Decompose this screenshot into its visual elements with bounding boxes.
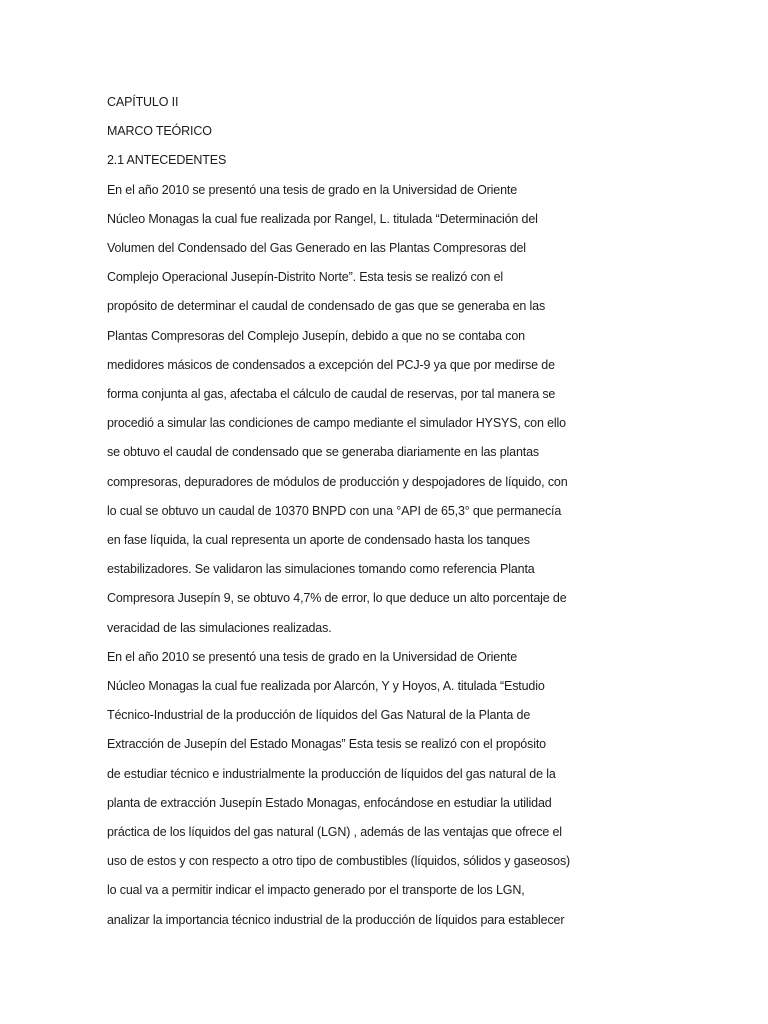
paragraph-line: Complejo Operacional Jusepín-Distrito Norte”. Esta tesis se realizó con el: [107, 270, 504, 285]
paragraph-line: planta de extracción Jusepín Estado Monagas, enfocándose en estudiar la utilidad: [107, 795, 552, 810]
paragraph-line: Núcleo Monagas la cual fue realizada por Rangel, L. titulada “Determinación del: [107, 211, 538, 226]
paragraph-line: Técnico-Industrial de la producción de líquidos del Gas Natural de la Planta de: [107, 708, 531, 723]
paragraph-line: veracidad de las simulaciones realizadas.: [107, 620, 332, 635]
paragraph-line: procedió a simular las condiciones de campo mediante el simulador HYSYS, con ello: [107, 416, 566, 431]
paragraph-line: de estudiar técnico e industrialmente la producción de líquidos del gas natural de la: [107, 766, 556, 781]
paragraph-line: analizar la importancia técnico industrial de la producción de líquidos para establecer: [107, 912, 565, 927]
paragraph-line: lo cual va a permitir indicar el impacto generado por el transporte de los LGN,: [107, 883, 525, 898]
chapter-heading: CAPÍTULO II: [107, 95, 179, 109]
paragraph-line: En el año 2010 se presentó una tesis de grado en la Universidad de Oriente: [107, 649, 518, 664]
paragraph-line: Extracción de Jusepín del Estado Monagas” Esta tesis se realizó con el propósito: [107, 737, 546, 752]
paragraph-line: Núcleo Monagas la cual fue realizada por Alarcón, Y y Hoyos, A. titulada “Estudio: [107, 679, 545, 694]
paragraph-line: estabilizadores. Se validaron las simulaciones tomando como referencia Planta: [107, 562, 535, 577]
paragraph-line: se obtuvo el caudal de condensado que se generaba diariamente en las plantas: [107, 445, 539, 460]
document-text: [107, 88, 607, 935]
paragraph-line: Compresora Jusepín 9, se obtuvo 4,7% de error, lo que deduce un alto porcentaje de: [107, 591, 567, 606]
subsection-title: 2.1 ANTECEDENTES: [107, 153, 227, 168]
paragraph-line: forma conjunta al gas, afectaba el cálculo de caudal de reservas, por tal manera se: [107, 387, 556, 402]
paragraph-line: lo cual se obtuvo un caudal de 10370 BNPD con una °API de 65,3° que permanecía: [107, 503, 562, 518]
paragraph-line: Plantas Compresoras del Complejo Jusepín, debido a que no se contaba con: [107, 328, 525, 343]
paragraph-line: Volumen del Condensado del Gas Generado en las Plantas Compresoras del: [107, 241, 526, 256]
paragraph-line: medidores másicos de condensados a excepción del PCJ-9 ya que por medirse de: [107, 357, 555, 372]
paragraph-line: compresoras, depuradores de módulos de producción y despojadores de líquido, con: [107, 474, 568, 489]
paragraph-line: en fase líquida, la cual representa un aporte de condensado hasta los tanques: [107, 533, 530, 548]
paragraph-line: En el año 2010 se presentó una tesis de grado en la Universidad de Oriente: [107, 182, 518, 197]
paragraph-line: uso de estos y con respecto a otro tipo de combustibles (líquidos, sólidos y gaseosos): [107, 854, 571, 869]
paragraph-line: práctica de los líquidos del gas natural (LGN) , además de las ventajas que ofrece el: [107, 825, 562, 840]
paragraph-line: propósito de determinar el caudal de condensado de gas que se generaba en las: [107, 299, 546, 314]
section-title: MARCO TEÓRICO: [107, 124, 212, 139]
